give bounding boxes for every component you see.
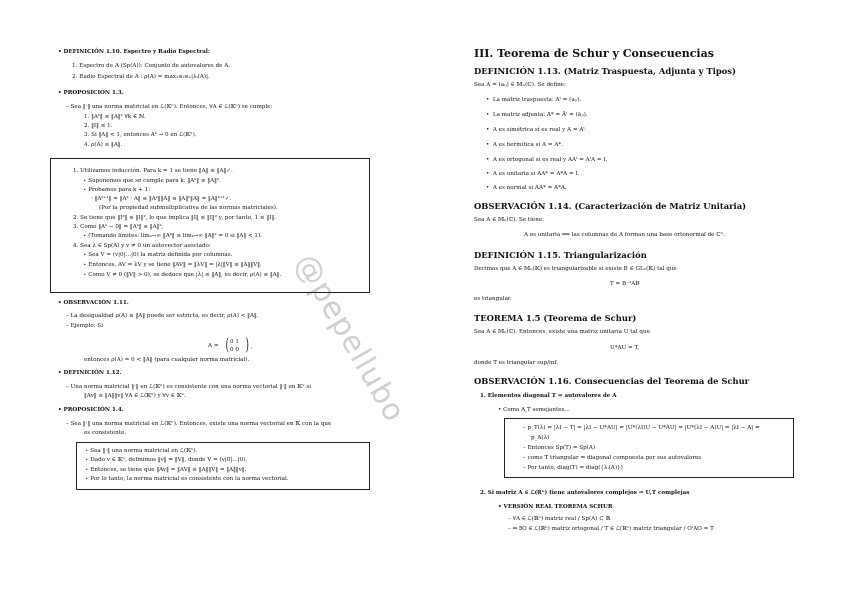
proposition-1-4-line-1: – Sea ‖·‖ una norma matricial en ℒ(𝕂ⁿ). Entonces, existe una norma vectorial en 𝕂 con la que — [66, 421, 332, 427]
list-item: • A es ortogonal si es real y AAᵗ = AᵗA = I. — [486, 157, 608, 163]
observation-1-16-item-1a: • Como A,T semejantes... — [498, 407, 570, 413]
proof-box-proposition-1-3 — [50, 158, 370, 293]
definition-1-10-item-2: 2. Radio Espectral de A : ρ(A) = max₁≤ᵢ≤ₙ|λᵢ(A)|. — [72, 74, 210, 80]
observation-1-16-item-1: 1. Elementos diagonal T = autovalores de A — [480, 393, 617, 399]
proof-line: 4. Sea λ ∈ Sp(A) y v ≠ 0 un autovector asociado: — [73, 243, 211, 249]
proof-line: – Entonces Sp(T) = Sp(A) — [523, 445, 596, 451]
definition-1-15-line-2: es triangular. — [474, 296, 512, 302]
observation-1-14-equation: A es unitaria ⟺ las columnas de A forman una base ortonormal de ℂⁿ. — [524, 232, 725, 238]
observation-1-16-title: OBSERVACIÓN 1.16. Consecuencias del Teorema de Schur — [474, 376, 750, 386]
proposition-1-3-item-4: 4. ρ(A) ≤ ‖A‖. — [84, 142, 123, 148]
watermark: @pepellubo — [287, 248, 413, 429]
observation-1-16-item-2a: • VERSIÓN REAL TEOREMA SCHUR — [498, 504, 613, 510]
proof-box-observation-1-16 — [504, 418, 794, 478]
proposition-1-3-item-3: 3. Si ‖A‖ < 1, entonces Aᵏ → 0 en ℒ(𝕂ⁿ). — [84, 132, 197, 138]
definition-1-10-item-1: 1. Espectro de A (Sp(A)): Conjunto de autovalores de A. — [72, 63, 231, 69]
proof-line: p_A(λ) — [531, 435, 550, 441]
list-item: • La matriz adjunta: A* = Āᵗ = (āⱼᵢ). — [486, 112, 588, 118]
proof-line: ⋆ Entonces, se tiene que ‖Av‖ = ‖AV‖ ≤ ‖A‖‖V‖ = ‖A‖‖v‖. — [85, 467, 247, 473]
proof-line: ⋆ (Tomando límites: limₖ→∞ ‖Aᵏ‖ ≤ limₖ→∞ ‖A‖ᵏ = 0 si ‖A‖ < 1). — [83, 233, 262, 239]
proposition-1-3-item-1: 1. ‖Aᵏ‖ ≤ ‖A‖ᵏ ∀k ∈ ℕ. — [84, 114, 146, 120]
observation-1-11-line-1: – La desigualdad ρ(A) ≤ ‖A‖ puede ser estricta, es decir, ρ(A) < ‖A‖. — [66, 313, 259, 319]
observation-1-16-item-2: 2. Si matriz A ∈ ℒ(ℝⁿ) tiene autovalores complejos ⇒ U,T complejas — [480, 490, 690, 496]
list-item: • A es simétrica si es real y A = Aᵗ. — [486, 127, 587, 133]
matrix-comma: , — [251, 344, 253, 350]
list-item: • A es hermítica si A = A*. — [486, 142, 563, 148]
proof-line: ⋆ Suponemos que se cumple para k: ‖Aᵏ‖ ≤ ‖A‖ᵏ. — [83, 178, 221, 184]
matrix-lhs: A = — [208, 343, 219, 349]
matrix-bracket: ( — [225, 335, 229, 355]
proof-line: – Por tanto, diag(T) = diag({λᵢ(A)}) — [523, 465, 623, 471]
observation-1-11-title: • OBSERVACIÓN 1.11. — [58, 300, 129, 306]
definition-1-13-title: DEFINICIÓN 1.13. (Matriz Traspuesta, Adjunta y Tipos) — [474, 66, 736, 76]
observation-1-11-line-3: entonces ρ(A) = 0 < ‖A‖ (para cualquier norma matricial). — [84, 357, 250, 363]
proof-line: ⋆ Dado v ∈ 𝕂ⁿ, definimos ‖v‖ = ‖V‖, donde V = (v|0|…|0). — [85, 457, 248, 463]
proof-line: – como T triangular ⇒ diagonal compuesta por sus autovalores — [523, 455, 702, 461]
proof-line: – p_T(λ) = |λI − T| = |λI − U*AU| = |U*(λI)U − U*AU| = |U*(λI − A)U| = |λI − A| = — [523, 425, 760, 431]
proof-line: ⋆ Probamos para k + 1: — [83, 187, 151, 193]
theorem-1-5-equation: U*AU = T, — [610, 345, 640, 351]
observation-1-11-example: – Ejemplo: Si — [66, 323, 104, 329]
proof-line: · ‖Aᵏ⁺¹‖ = ‖Aᵏ · A‖ ≤ ‖Aᵏ‖‖A‖ ≤ ‖A‖ᵏ‖A‖ = ‖A‖ᵏ⁺¹✓. — [91, 196, 232, 202]
proof-line: ⋆ Por lo tanto, la norma matricial es consistente con la norma vectorial. — [85, 476, 289, 482]
list-item: • A es unitaria si AA* = A*A = I. — [486, 171, 580, 177]
definition-1-15-title: DEFINICIÓN 1.15. Triangularización — [474, 250, 647, 260]
theorem-1-5-line-1: Sea A ∈ 𝕄ₙ(ℂ). Entonces, existe una matriz unitaria U tal que — [474, 329, 650, 335]
definition-1-15-equation: T = B⁻¹AB — [610, 281, 640, 287]
theorem-1-5-line-2: donde T es triangular sup/inf. — [474, 360, 559, 366]
proof-line: 2. Se tiene que ‖I²‖ ≤ ‖I‖², lo que implica ‖I‖ ≤ ‖I‖² y, por tanto, 1 ≤ ‖I‖. — [73, 215, 276, 221]
definition-1-12-line-1: – Una norma matricial ‖·‖ en ℒ(𝕂ⁿ) es consistente con una norma vectorial ‖·‖ en 𝕂ⁿ si — [66, 384, 312, 390]
proposition-1-4-title: • PROPOSICIÓN 1.4. — [58, 407, 124, 413]
observation-1-14-title: OBSERVACIÓN 1.14. (Caracterización de Matriz Unitaria) — [474, 201, 747, 211]
section-title: III. Teorema de Schur y Consecuencias — [474, 47, 714, 60]
theorem-1-5-title: TEOREMA 1.5 (Teorema de Schur) — [474, 313, 637, 323]
definition-1-10-title: • DEFINICIÓN 1.10. Espectro y Radio Espectral: — [58, 49, 210, 55]
proof-line: 1. Utilizamos inducción. Para k = 1 se tiene ‖A‖ ≤ ‖A‖✓. — [73, 168, 233, 174]
definition-1-13-intro: Sea A = (aᵢⱼ) ∈ 𝕄ₙ(ℂ). Se define: — [474, 82, 566, 88]
proof-line: ⋆ Como V ≠ 0 (‖V‖ > 0), se deduce que |λ| ≤ ‖A‖, es decir, ρ(A) ≤ ‖A‖. — [83, 272, 282, 278]
proof-line: ⋆ Sea ‖·‖ una norma matricial en ℒ(𝕂ⁿ). — [85, 448, 198, 454]
definition-1-15-line-1: Decimos que A ∈ 𝕄ₙ(𝕂) es triangularizable si existe B ∈ GLₙ(𝕂) tal que — [474, 266, 677, 272]
proposition-1-3-item-2: 2. ‖I‖ ≤ 1. — [84, 123, 113, 129]
proposition-1-4-line-2: es consistente. — [84, 430, 127, 436]
proof-line: ⋆ Sea V = (v|0|…|0) la matriz definida por columnas. — [83, 252, 233, 258]
definition-1-12-title: • DEFINICIÓN 1.12. — [58, 370, 122, 376]
proposition-1-3-title: • PROPOSICIÓN 1.3. — [58, 90, 124, 96]
observation-1-16-item-2c: – ⇒ ∃O ∈ ℒ(ℝⁿ) matriz ortogonal / T ∈ ℒ(ℝⁿ) matriz triangular / OᵗAO = T — [508, 526, 714, 532]
definition-1-12-line-2: ‖Av‖ ≤ ‖A‖‖v‖ ∀A ∈ ℒ(𝕂ⁿ) y ∀v ∈ 𝕂ⁿ. — [84, 393, 186, 399]
proof-line: (Por la propiedad submultiplicativa de las normas matriciales). — [99, 205, 278, 211]
observation-1-14-intro: Sea A ∈ 𝕄ₙ(ℂ). Se tiene: — [474, 217, 545, 223]
observation-1-16-item-2b: – ∀A ∈ ℒ(ℝⁿ) matriz real / Sp(A) ⊂ ℝ — [508, 516, 611, 522]
matrix-row: 0 0 — [230, 347, 239, 353]
proof-line: 3. Como ‖Aᵏ − 0‖ = ‖Aᵏ‖ ≤ ‖A‖ᵏ, — [73, 224, 164, 230]
proof-box-proposition-1-4 — [76, 442, 370, 490]
matrix-row: 0 1 — [230, 339, 239, 345]
proposition-1-3-intro: – Sea ‖·‖ una norma matricial en ℒ(𝕂ⁿ). Entonces, ∀A ∈ ℒ(𝕂ⁿ) se cumple: — [66, 104, 273, 110]
proof-line: ⋆ Entonces, AV = λV y se tiene ‖AV‖ = ‖λV‖ = |λ|‖V‖ ≤ ‖A‖‖V‖. — [83, 262, 262, 268]
list-item: • A es normal si AA* = A*A. — [486, 185, 567, 191]
matrix-bracket: ) — [245, 335, 249, 355]
list-item: • La matriz traspuesta: Aᵗ = (aⱼᵢ). — [486, 97, 582, 103]
